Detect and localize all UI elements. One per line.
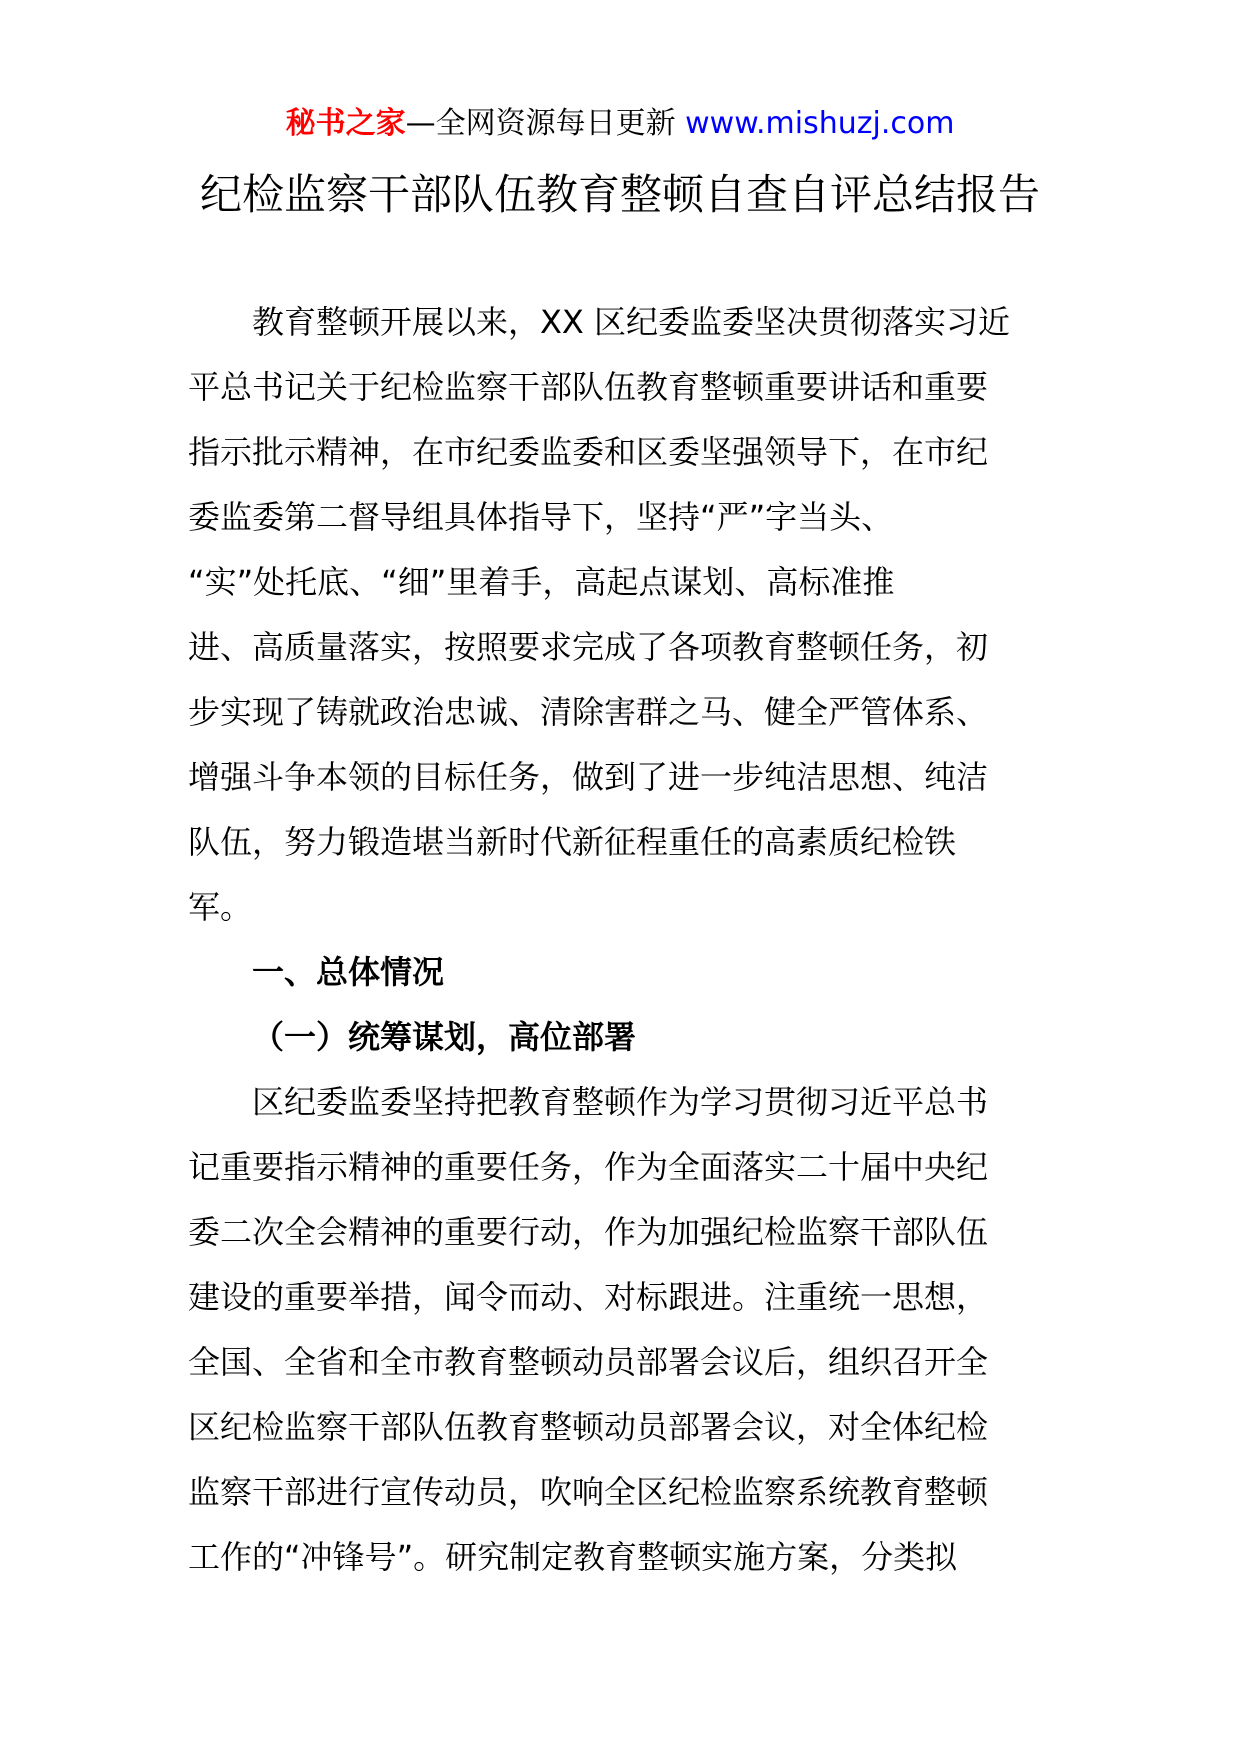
paragraph-line: 建设的重要举措，闻令而动、对标跟进。注重统一思想， <box>188 1278 989 1316</box>
section-paragraph <box>188 1070 1068 1590</box>
paragraph-line: 区纪委监委坚持把教育整顿作为学习贯彻习近平总书 <box>252 1083 989 1121</box>
paragraph-line: 记重要指示精神的重要任务，作为全面落实二十届中央纪 <box>188 1148 989 1186</box>
paragraph-line: 全国、全省和全市教育整顿动员部署会议后，组织召开全 <box>188 1343 989 1381</box>
section-heading: 一、总体情况 <box>252 953 445 991</box>
paragraph-line: 进、高质量落实，按照要求完成了各项教育整顿任务，初 <box>188 628 989 666</box>
paragraph-line: 步实现了铸就政治忠诚、清除害群之马、健全严管体系、 <box>188 693 989 731</box>
site-url-link[interactable]: www.mishuzj.com <box>685 106 955 141</box>
paragraph-line: 工作的“冲锋号”。研究制定教育整顿实施方案，分类拟 <box>188 1538 958 1576</box>
site-header <box>0 100 1240 148</box>
paragraph-line: 教育整顿开展以来，XX 区纪委监委坚决贯彻落实习近 <box>252 303 1011 341</box>
paragraph-line: 监察干部进行宣传动员，吹响全区纪检监察系统教育整顿 <box>188 1473 989 1511</box>
paragraph-line: 平总书记关于纪检监察干部队伍教育整顿重要讲话和重要 <box>188 368 989 406</box>
paragraph-line: 队伍，努力锻造堪当新时代新征程重任的高素质纪检铁 <box>188 823 957 861</box>
paragraph-line: 增强斗争本领的目标任务，做到了进一步纯洁思想、纯洁 <box>188 758 989 796</box>
site-tagline: —全网资源每日更新 <box>405 106 686 141</box>
paragraph-line: 委监委第二督导组具体指导下，坚持“严”字当头、 <box>188 498 894 536</box>
paragraph-line: “实”处托底、“细”里着手，高起点谋划、高标准推 <box>188 563 895 601</box>
subsection-heading: （一）统筹谋划，高位部署 <box>252 1018 637 1056</box>
paragraph-line: 委二次全会精神的重要行动，作为加强纪检监察干部队伍 <box>188 1213 989 1251</box>
intro-paragraph <box>188 290 1068 940</box>
paragraph-line: 指示批示精神，在市纪委监委和区委坚强领导下，在市纪 <box>188 433 989 471</box>
document-body <box>188 290 1068 1590</box>
site-brand: 秘书之家 <box>285 106 406 141</box>
paragraph-line: 区纪检监察干部队伍教育整顿动员部署会议，对全体纪检 <box>188 1408 989 1446</box>
paragraph-line: 军。 <box>188 888 253 926</box>
document-title: 纪检监察干部队伍教育整顿自查自评总结报告 <box>199 170 1040 219</box>
